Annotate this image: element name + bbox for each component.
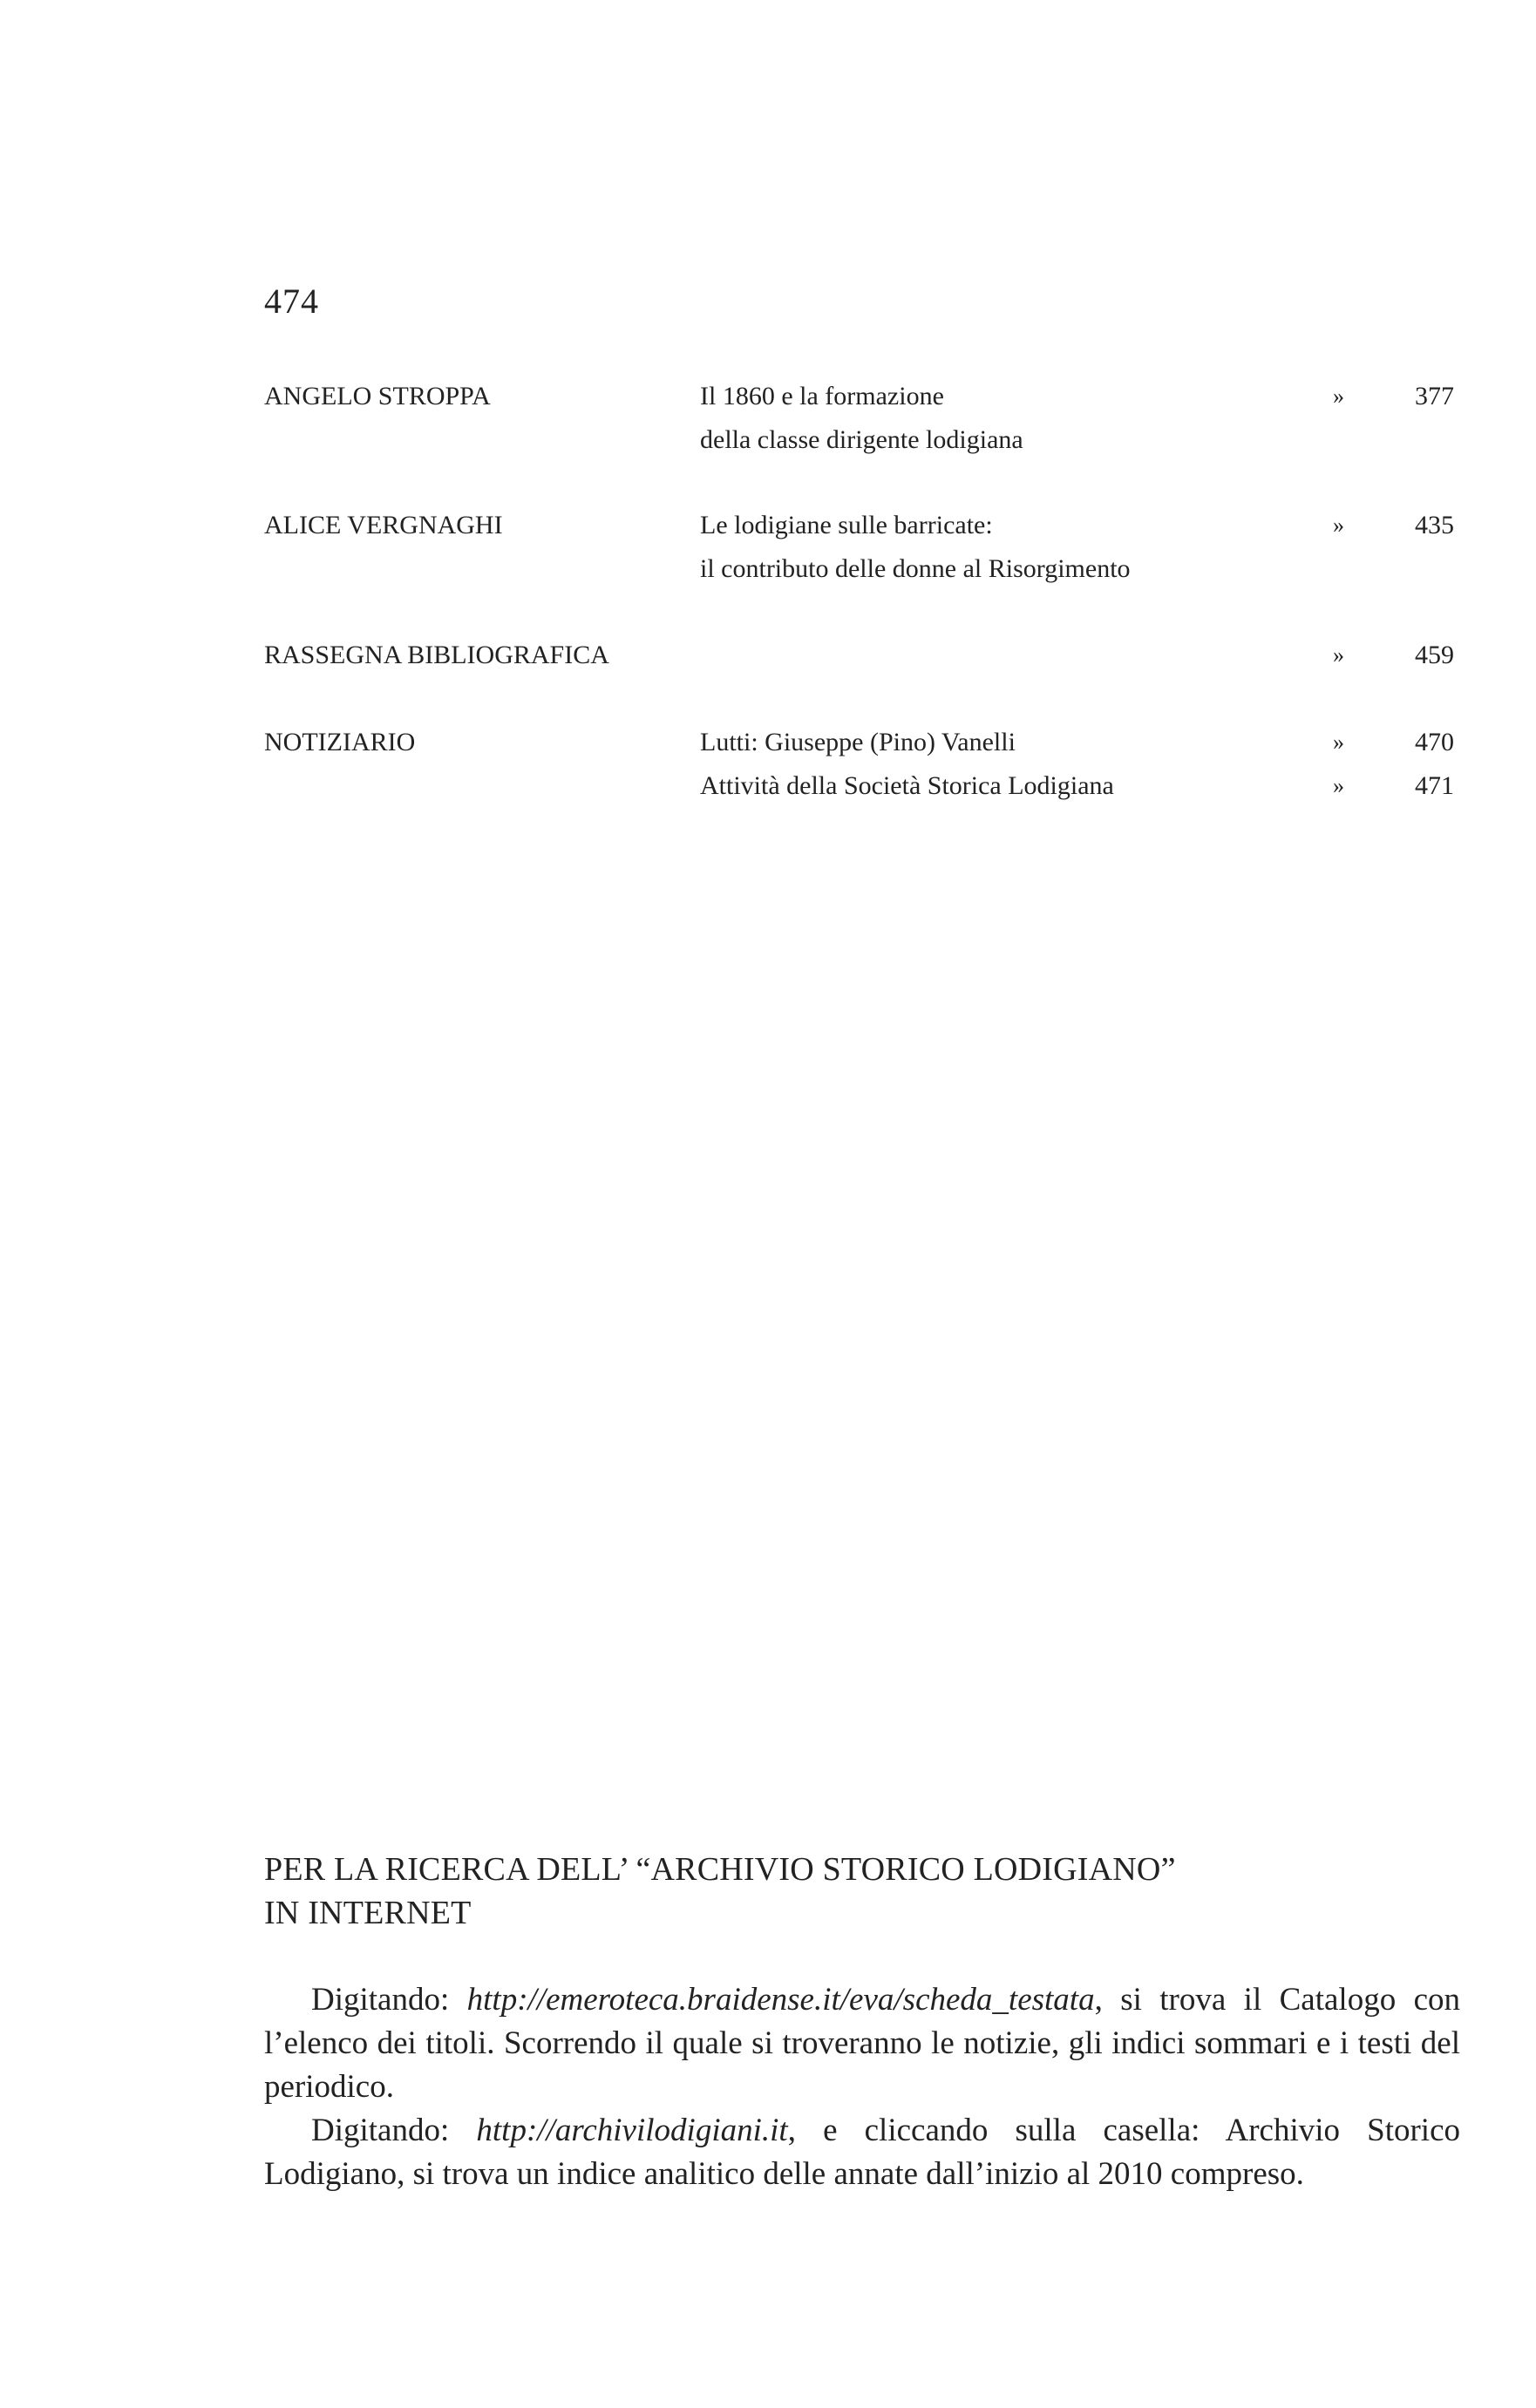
toc-page-number: 471 xyxy=(1415,771,1454,800)
section-heading-line: PER LA RICERCA DELL’ “ARCHIVIO STORICO LODIGIANO” xyxy=(264,1851,1176,1888)
section-heading-line: IN INTERNET xyxy=(264,1895,472,1931)
section-heading xyxy=(264,1848,1458,1935)
toc-title xyxy=(700,375,1023,462)
toc-title-line: Lutti: Giuseppe (Pino) Vanelli xyxy=(700,728,1016,756)
toc-title xyxy=(700,504,1131,591)
notice-paragraph xyxy=(264,2109,1460,2196)
toc-author: ALICE VERGNAGHI xyxy=(264,511,503,539)
toc-author: RASSEGNA BIBLIOGRAFICA xyxy=(264,641,609,669)
internet-notice xyxy=(264,1978,1460,2196)
toc-page-number: 459 xyxy=(1415,641,1454,669)
toc-page-number: 470 xyxy=(1415,728,1454,756)
toc-author: ANGELO STROPPA xyxy=(264,382,491,410)
toc-title-line: Attività della Società Storica Lodigiana xyxy=(700,771,1114,800)
toc-item xyxy=(264,504,1454,583)
toc-title-line: Le lodigiane sulle barricate: xyxy=(700,511,993,539)
toc-item xyxy=(264,634,1454,677)
paragraph-text: Digitando: xyxy=(311,2113,477,2148)
toc-title xyxy=(700,764,1114,808)
toc-leader-mark: » xyxy=(1333,642,1344,668)
toc-item xyxy=(264,721,1454,764)
toc-leader-mark: » xyxy=(1333,383,1344,409)
paragraph-text: , e cliccando sulla casella: Archivio Storico Lodigiano, si trova un indice analitico delle annate dall’inizio al 2010 compreso. xyxy=(264,2113,1461,2192)
toc-title-line: il contributo delle donne al Risorgimento xyxy=(700,554,1131,583)
emeroteca-link[interactable]: http://emeroteca.braidense.it/eva/scheda_testata xyxy=(466,1982,1095,2018)
notice-paragraph xyxy=(264,1978,1460,2109)
toc-leader-mark: » xyxy=(1333,773,1344,798)
toc-item xyxy=(264,375,1454,454)
toc-item xyxy=(264,764,1454,808)
toc-author: NOTIZIARIO xyxy=(264,728,416,756)
toc-title xyxy=(700,721,1016,764)
page-number: 474 xyxy=(264,281,319,321)
paragraph-text: , si trova il Catalogo con l’elenco dei titoli. Scorrendo il quale si troveranno le notizie, gli indici sommari e i testi del periodico. xyxy=(264,1982,1460,2105)
toc-leader-mark: » xyxy=(1333,512,1344,538)
toc-title-line: Il 1860 e la formazione xyxy=(700,382,944,410)
paragraph-text: Digitando: xyxy=(311,1982,467,2018)
toc-leader-mark: » xyxy=(1333,729,1344,755)
toc-title-line: della classe dirigente lodigiana xyxy=(700,425,1023,454)
toc-page-number: 435 xyxy=(1415,511,1454,539)
archivilodigiani-link[interactable]: http://archivilodigiani.it xyxy=(476,2113,788,2148)
toc-page-number: 377 xyxy=(1415,382,1454,410)
